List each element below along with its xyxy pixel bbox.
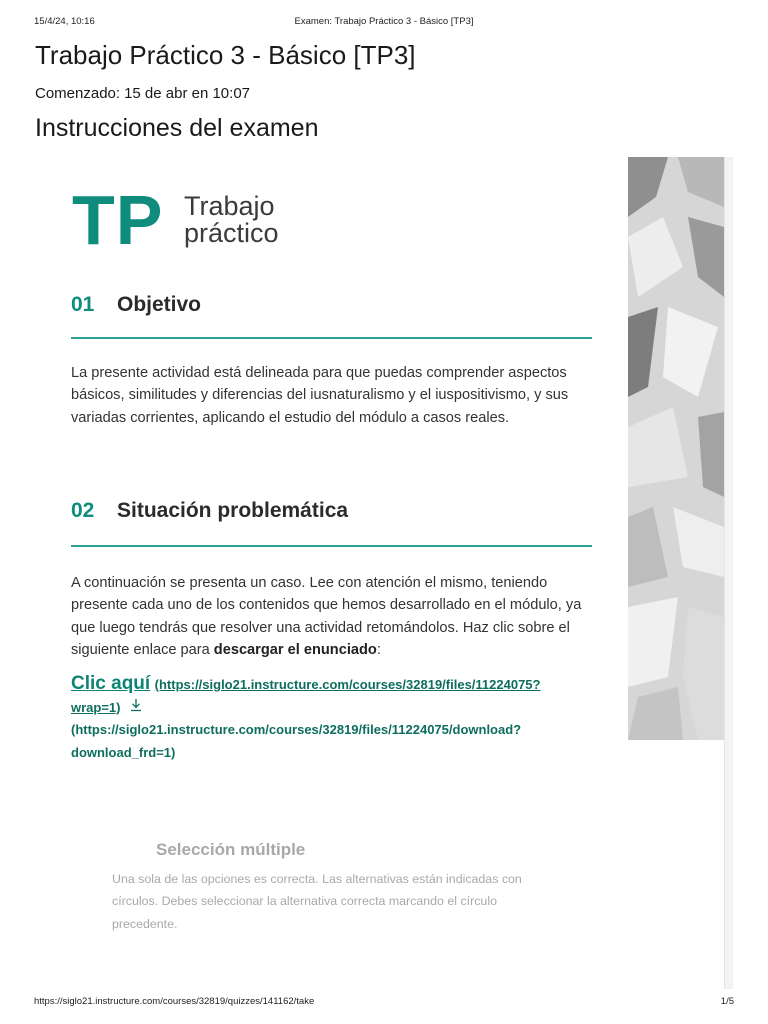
print-page-url: https://siglo21.instructure.com/courses/32819/quizzes/141162/take [34,996,315,1007]
situacion-text [71,572,593,661]
tp-logo-word-line2: práctico [184,218,279,248]
side-image-scroll-track [724,157,733,989]
tp-logo-word-line1: Trabajo [184,191,275,221]
instructions-heading: Instrucciones del examen [35,114,319,142]
clic-aqui-link[interactable]: Clic aquí [71,673,151,694]
print-page-number: 1/5 [720,996,734,1007]
file-url-link-cont[interactable]: wrap=1) [71,699,121,715]
section-title-situacion: Situación problemática [117,499,349,522]
situacion-text-bold: descargar el enunciado [213,641,377,658]
tp-logo [72,181,332,259]
print-header [34,16,734,30]
quiz-title: Trabajo Práctico 3 - Básico [TP3] [35,40,416,70]
print-footer [34,996,734,1010]
section-divider [71,337,592,339]
section-title-objetivo: Objetivo [117,293,202,316]
download-icon[interactable] [129,698,143,717]
started-info [35,85,250,102]
multiple-choice-title: Selección múltiple [156,840,306,859]
file-link-row-2 [71,697,601,720]
print-datetime: 15/4/24, 10:16 [34,16,95,27]
download-url-link[interactable]: (https://siglo21.instructure.com/courses/32819/files/11224075/download? [71,722,522,737]
situacion-text-lead: A continuación se presenta un caso. Lee con atención el mismo, teniendo presente cada uno de los contenidos que hemos desarrollado en el módulo, ya que luego tendrás que resolver una actividad retomándolos. Haz clic sobre el siguiente enlace para [71,575,582,658]
multiple-choice-description: Una sola de las opciones es correcta. Las alternativas están indicadas con círculos. Debes seleccionar la alternativa correcta marcando el círculo precedente. [112,872,522,931]
decorative-side-image [628,157,724,740]
started-label: Comenzado: [35,85,121,102]
situacion-text-end: : [376,641,381,658]
print-tab-title: Examen: Trabajo Práctico 3 - Básico [TP3] [294,16,474,27]
download-url-link-cont[interactable]: download_frd=1) [71,744,176,760]
section-number-situacion: 02 [71,499,95,522]
tp-logo-letters: TP [72,181,164,259]
file-link-row [71,673,601,697]
file-url-link[interactable]: (https://siglo21.instructure.com/courses/32819/files/11224075? [154,677,541,692]
started-value: 15 de abr en 10:07 [124,85,251,102]
objetivo-text: La presente actividad está delineada para que puedas comprender aspectos básicos, similitudes y diferencias del iusnaturalismo y el iuspositivismo, y sus variadas corrientes, aplicando el estudio del módulo a casos reales. [71,365,569,426]
section-divider [71,545,592,547]
download-links [71,673,601,764]
section-number-objetivo: 01 [71,293,95,316]
tp-logo-word [184,193,279,247]
